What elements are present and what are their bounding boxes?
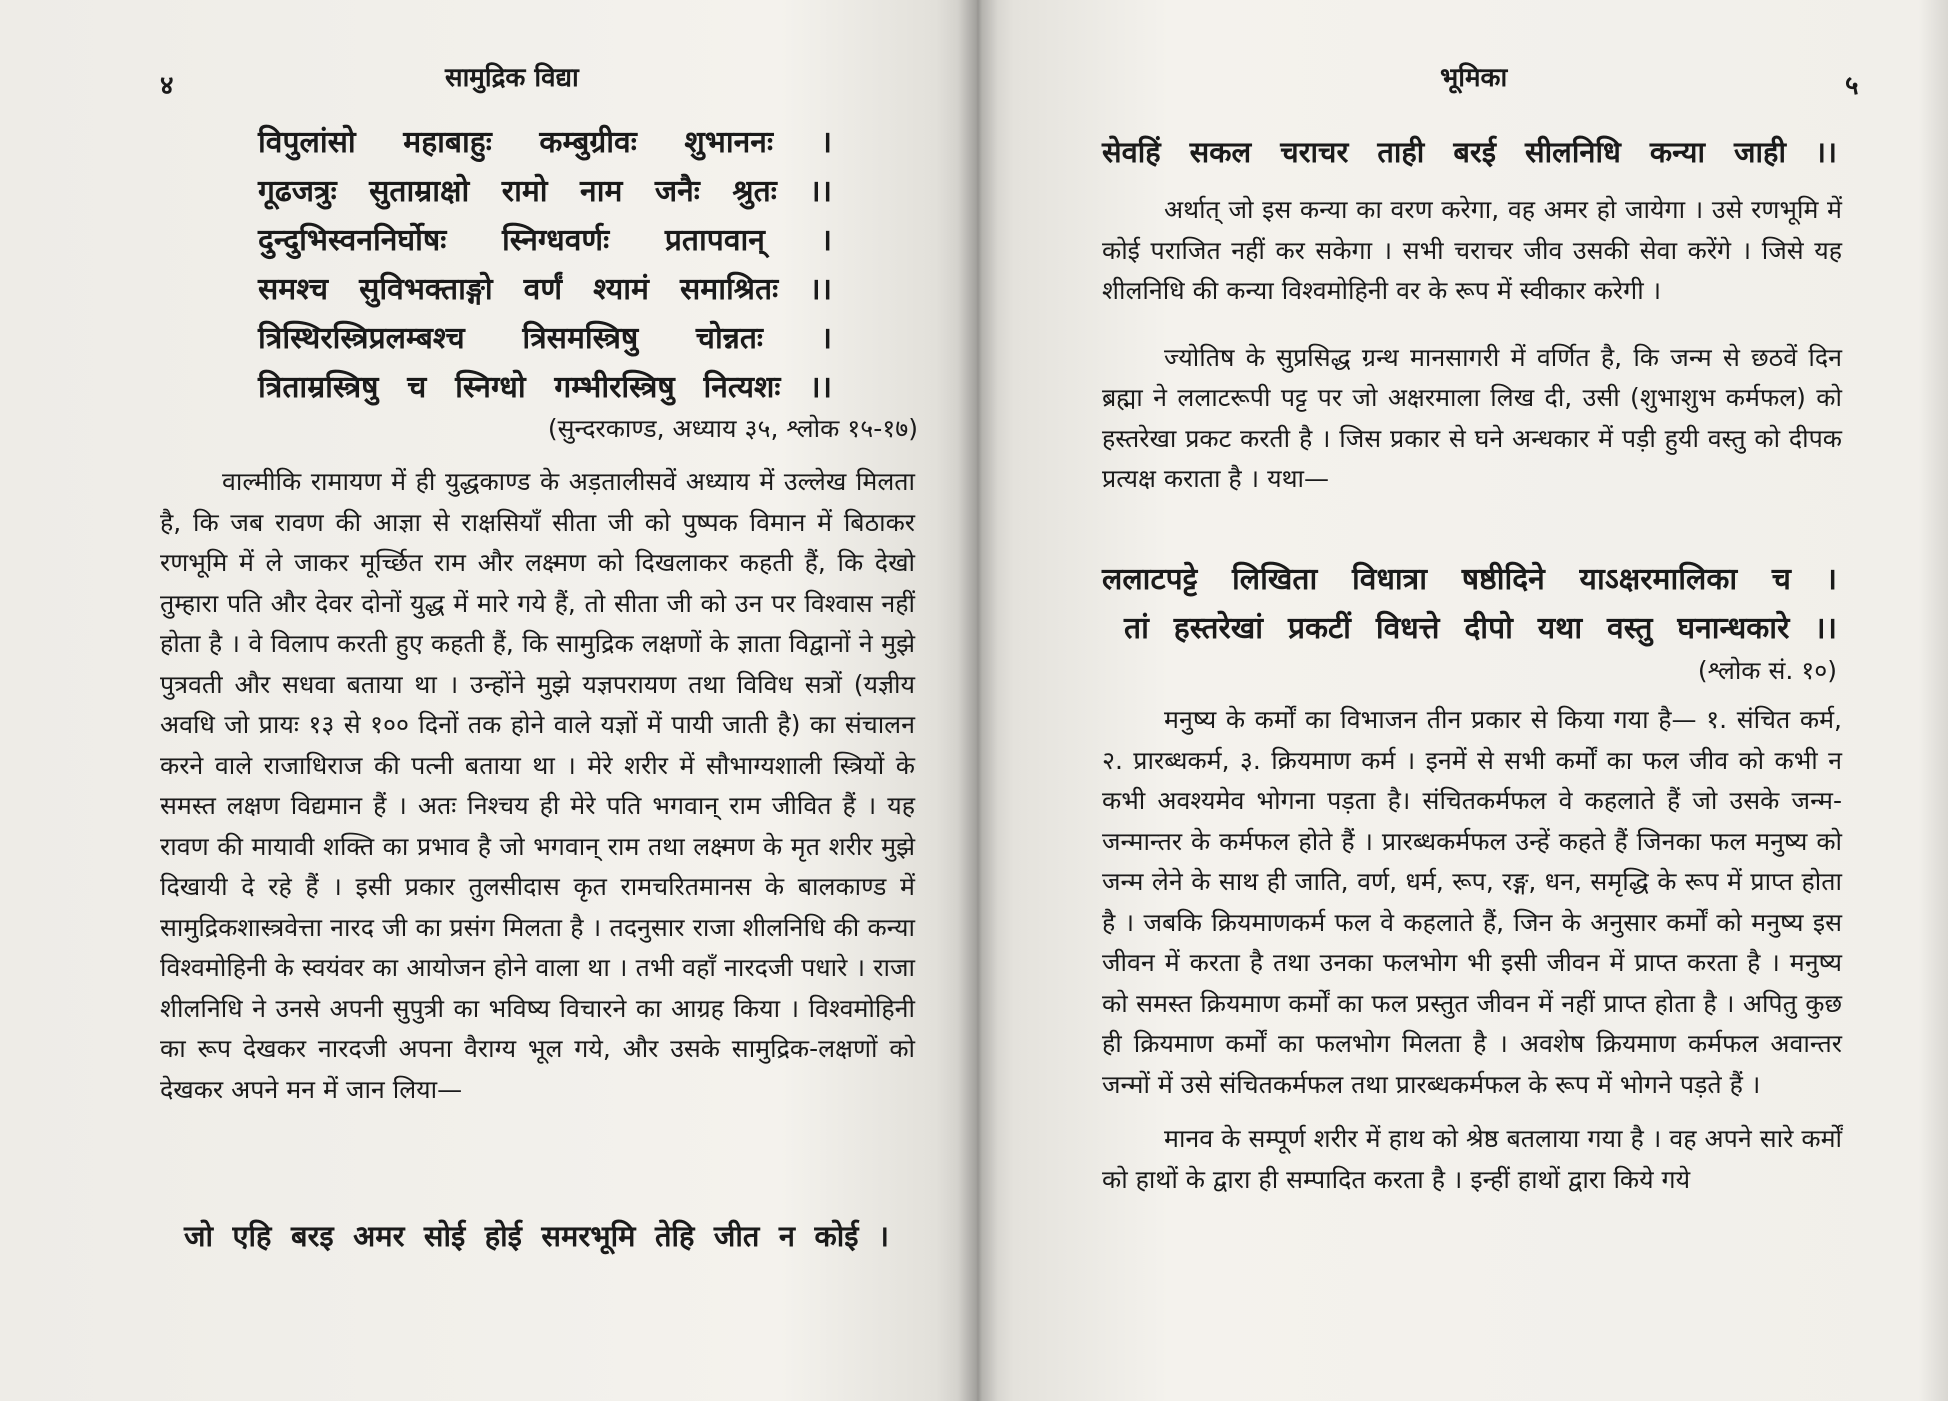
verse-line: दुन्दुभिस्वननिर्घोषः स्निग्धवर्णः प्रतापवान् ।: [258, 223, 832, 258]
verse-line: त्रिताम्रस्त्रिषु च स्निग्धो गम्भीरस्त्रिषु नित्यशः ।।: [258, 370, 832, 405]
right-opening-verse: सेवहिं सकल चराचर ताही बरई सीलनिधि कन्या जाही ।।: [1102, 135, 1837, 169]
verse-line: विपुलांसो महाबाहुः कम्बुग्रीवः शुभाननः ।: [258, 125, 832, 160]
right-paragraph-3: मनुष्य के कर्मों का विभाजन तीन प्रकार से किया गया है— १. संचित कर्म, २. प्रारब्धकर्म, ३. क्रियमाण कर्म । इनमें से सभी कर्मों का फल जीव को कभी न कभी अवश्यमेव भोगना पड़ता है। संचितकर्मफल वे कहलाते हैं जो उसके जन्म-जन्मान्तर के कर्मफल होते हैं । प्रारब्धकर्मफल उन्हें कहते हैं जिनका फल मनुष्य को जन्म लेने के साथ ही जाति, वर्ण, धर्म, रूप, रङ्ग, धन, समृद्धि के रूप में प्राप्त होता है । जबकि क्रियमाणकर्म फल वे कहलाते हैं, जिन के अनुसार कर्मों को मनुष्य इस जीवन में करता है तथा उनका फलभोग भी इसी जीवन में प्राप्त करता है । मनुष्य को समस्त क्रियमाण कर्मों का फल प्रस्तुत जीवन में नहीं प्राप्त होता है । अपितु कुछ ही क्रियमाण कर्मों का फलभोग मिलता है । अवशेष क्रियमाण कर्मफल अवान्तर जन्मों में उसे संचितकर्मफल तथा प्रारब्धकर्मफल के रूप में भोगने पड़ते हैं ।: [1102, 705, 1842, 1099]
right-sloka-block: [1102, 555, 1837, 653]
verse-line: त्रिस्थिरस्त्रिप्रलम्बश्च त्रिसमस्त्रिषु चोन्नतः ।: [258, 321, 832, 356]
left-verse-citation: (सुन्दरकाण्ड, अध्याय ३५, श्लोक १५-१७): [547, 414, 918, 443]
verse-line: समश्च सुविभक्ताङ्गो वर्णं श्यामं समाश्रितः ।।: [258, 272, 832, 307]
left-closing-verse: जो एहि बरइ अमर सोई होई समरभूमि तेहि जीत न कोई ।: [184, 1219, 889, 1253]
right-paragraph-4: मानव के सम्पूर्ण शरीर में हाथ को श्रेष्ठ बतलाया गया है । वह अपने सारे कर्मों को हाथों के द्वारा ही सम्पादित करता है । इन्हीं हाथों द्वारा किये गये: [1102, 1124, 1842, 1194]
right-sloka-citation: (श्लोक सं. १०): [1697, 656, 1837, 685]
right-body-top: [1102, 190, 1842, 500]
right-paragraph-2: ज्योतिष के सुप्रसिद्ध ग्रन्थ मानसागरी में वर्णित है, कि जन्म से छठवें दिन ब्रह्मा ने ललाटरूपी पट्ट पर जो अक्षरमाला लिख दी, उसी (शुभाशुभ कर्मफल) को हस्तरेखा प्रकट करती है । जिस प्रकार से घने अन्धकार में पड़ी हुयी वस्तु को दीपक प्रत्यक्ष कराता है । यथा—: [1102, 342, 1842, 493]
left-verse-block: [258, 118, 832, 412]
right-body-bottom: [1102, 700, 1842, 1200]
right-paragraph-1: अर्थात् जो इस कन्या का वरण करेगा, वह अमर हो जायेगा । उसे रणभूमि में कोई पराजित नहीं कर सकेगा । सभी चराचर जीव उसकी सेवा करेंगे । जिसे यह शीलनिधि की कन्या विश्वमोहिनी वर के रूप में स्वीकार करेगी ।: [1102, 195, 1842, 305]
left-body: [160, 462, 915, 1110]
right-page: [975, 0, 1948, 1401]
sloka-line: ललाटपट्टे लिखिता विधात्रा षष्ठीदिने याऽक्षरमालिका च ।: [1102, 562, 1837, 597]
left-paragraph: वाल्मीकि रामायण में ही युद्धकाण्ड के अड़तालीसवें अध्याय में उल्लेख मिलता है, कि जब रावण की आज्ञा से राक्षसियाँ सीता जी को पुष्पक विमान में बिठाकर रणभूमि में ले जाकर मूर्च्छित राम और लक्ष्मण को दिखलाकर कहती हैं, कि देखो तुम्हारा पति और देवर दोनों युद्ध में मारे गये हैं, तो सीता जी को उन पर विश्वास नहीं होता है । वे विलाप करती हुए कहती हैं, कि सामुद्रिक लक्षणों के ज्ञाता विद्वानों ने मुझे पुत्रवती और सधवा बताया था । उन्होंने मुझे यज्ञपरायण तथा विविध सत्रों (यज्ञीय अवधि जो प्रायः १३ से १०० दिनों तक होने वाले यज्ञों में पायी जाती है) का संचालन करने वाले राजाधिराज की पत्नी बताया था । मेरे शरीर में सौभाग्यशाली स्त्रियों के समस्त लक्षण विद्यमान हैं । अतः निश्चय ही मेरे पति भगवान् राम जीवित हैं । यह रावण की मायावी शक्ति का प्रभाव है जो भगवान् राम तथा लक्ष्मण के मृत शरीर मुझे दिखायी दे रहे हैं । इसी प्रकार तुलसीदास कृत रामचरितमानस के बालकाण्ड में सामुद्रिकशास्त्रवेत्ता नारद जी का प्रसंग मिलता है । तदनुसार राजा शीलनिधि की कन्या विश्वमोहिनी के स्वयंवर का आयोजन होने वाला था । तभी वहाँ नारदजी पधारे । राजा शीलनिधि ने उनसे अपनी सुपुत्री का भविष्य विचारने का आग्रह किया । विश्वमोहिनी का रूप देखकर नारदजी अपना वैराग्य भूल गये, और उसके सामुद्रिक-लक्षणों को देखकर अपने मन में जान लिया—: [160, 467, 915, 1104]
book-gutter: [958, 0, 998, 1401]
left-page-header: सामुद्रिक विद्या: [445, 63, 579, 93]
verse-line: गूढजत्रुः सुताम्राक्षो रामो नाम जनैः श्रुतः ।।: [258, 174, 832, 209]
right-page-number: ५: [1845, 71, 1859, 101]
sloka-line: तां हस्तरेखां प्रकटीं विधत्ते दीपो यथा वस्तु घनान्धकारे ।।: [1124, 611, 1837, 646]
right-page-header: भूमिका: [1440, 63, 1508, 93]
left-page-number: ४: [160, 71, 174, 101]
